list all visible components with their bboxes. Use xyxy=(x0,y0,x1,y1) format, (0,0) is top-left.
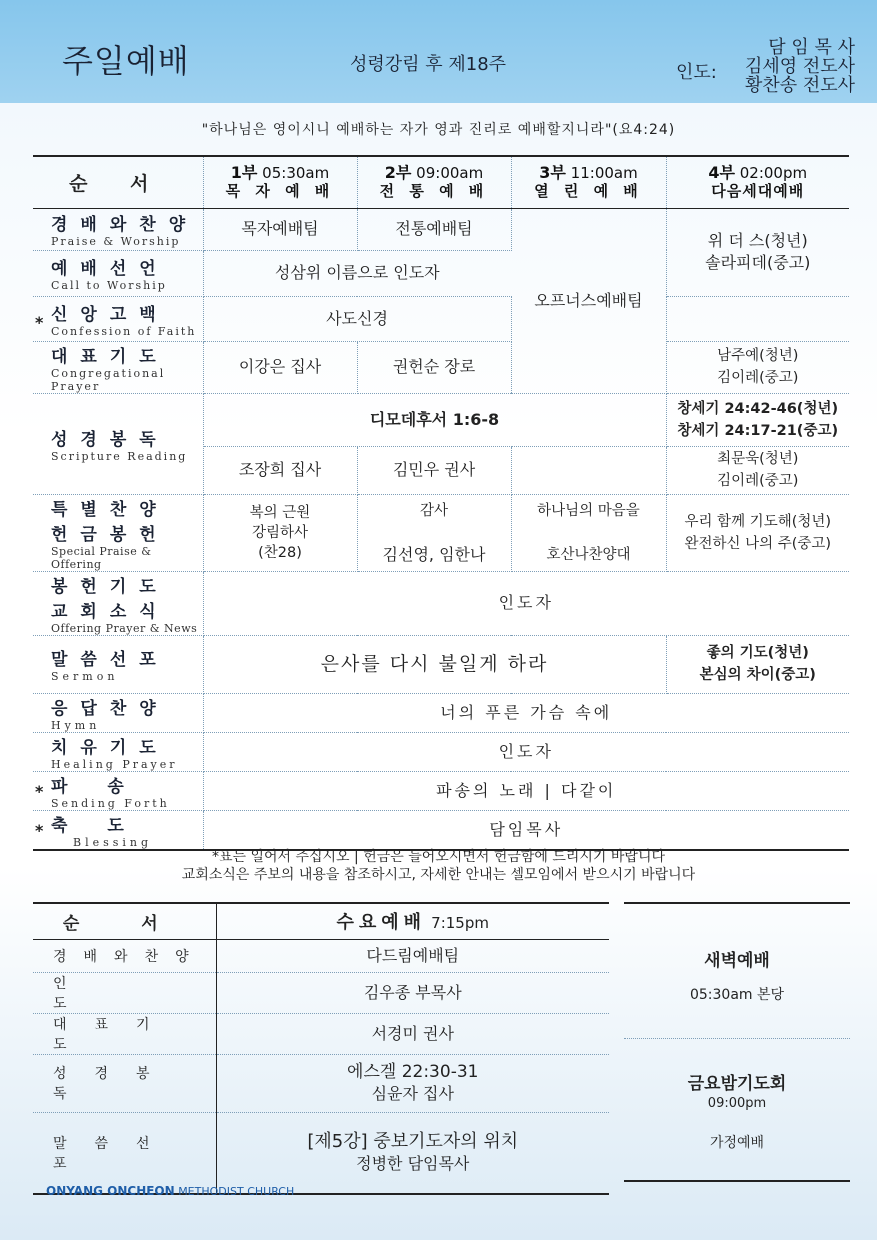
confession-s12: 사도신경 xyxy=(203,296,511,341)
dawn-service-title: 새벽예배 xyxy=(704,951,770,971)
table-row xyxy=(33,693,849,732)
special-s1: 복의 근원 강림하사 (찬28) xyxy=(203,494,357,571)
table-header-row xyxy=(33,903,609,939)
service3-header: 3부 11:00am 열 린 예 배 xyxy=(511,156,666,208)
table-row xyxy=(33,635,849,693)
wed-value: 다드림예배팀 xyxy=(216,939,609,972)
confession-s4 xyxy=(666,296,849,341)
notice-line: 교회소식은 주보의 내용을 참조하시고, 자세한 안내는 셀모임에서 받으시기 바랍니다 xyxy=(181,867,696,883)
wed-value: 김우종 부목사 xyxy=(216,972,609,1013)
healing-all: 인도자 xyxy=(203,732,849,771)
healing-label: 치유기도 Healing Prayer xyxy=(33,732,203,771)
special-label: 특별찬양 헌금봉헌 Special Praise & Offering xyxy=(33,494,203,571)
table-header-row xyxy=(33,156,849,208)
liturgical-week: 성령강림 후 제18주 xyxy=(350,54,507,75)
friday-prayer-place: 가정예배 xyxy=(709,1135,765,1151)
prayer-s4: 남주예(청년) 김이레(중고) xyxy=(666,341,849,393)
table-row xyxy=(33,571,849,635)
table-row xyxy=(33,1054,609,1112)
wed-value: 에스겔 22:30-31 심윤자 집사 xyxy=(216,1054,609,1112)
hymn-label: 응답찬양 Hymn xyxy=(33,693,203,732)
special-s2: 감사 김선영, 임한나 xyxy=(357,494,511,571)
friday-prayer-time: 09:00pm xyxy=(707,1096,767,1111)
prayer-s1: 이강은 집사 xyxy=(203,341,357,393)
sermon-label: 말씀선포 Sermon xyxy=(33,635,203,693)
side-divider xyxy=(624,1038,850,1039)
prayer-label: 대표기도 Congregational Prayer xyxy=(33,341,203,393)
service1-header: 1부 05:30am 목 자 예 배 xyxy=(203,156,357,208)
side-schedule xyxy=(624,902,850,1182)
service3-team: 오프너스예배팀 xyxy=(511,208,666,393)
order-header: 순 서 xyxy=(33,156,203,208)
dawn-service-info: 05:30am 본당 xyxy=(689,987,785,1003)
table-row xyxy=(33,810,849,850)
service2-header: 2부 09:00am 전 통 예 배 xyxy=(357,156,511,208)
blessing-label: * 축도 Blessing xyxy=(33,810,203,850)
leader-item: 담 임 목 사 xyxy=(768,37,855,58)
friday-prayer-title: 금요밤기도회 xyxy=(687,1074,787,1094)
table-row xyxy=(33,208,849,250)
leader-label: 인도: xyxy=(676,62,717,83)
call-label: 예배선언 Call to Worship xyxy=(33,250,203,296)
wed-label: 대표기도 xyxy=(33,1013,216,1054)
table-row xyxy=(33,1112,609,1194)
offering-prayer-label: 봉헌기도 교회소식 Offering Prayer & News xyxy=(33,571,203,635)
table-row xyxy=(33,1013,609,1054)
scripture-label: 성경봉독 Scripture Reading xyxy=(33,393,203,494)
table-row xyxy=(33,296,849,341)
offering-prayer-all: 인도자 xyxy=(203,571,849,635)
call-s12: 성삼위 이름으로 인도자 xyxy=(203,250,511,296)
leader-item: 황찬송 전도사 xyxy=(744,75,855,96)
wed-value: 서경미 권사 xyxy=(216,1013,609,1054)
scripture-s3 xyxy=(511,446,666,494)
table-row xyxy=(33,972,609,1013)
table-row xyxy=(33,393,849,446)
church-logo-text: ONYANG ONCHEON METHODIST CHURCH xyxy=(46,1184,295,1198)
scripture-s2: 김민우 권사 xyxy=(357,446,511,494)
sermon-s123: 은사를 다시 불일게 하라 xyxy=(203,635,666,693)
scripture-s1: 조장희 집사 xyxy=(203,446,357,494)
sunday-order-table xyxy=(33,155,849,851)
prayer-s2: 권헌순 장로 xyxy=(357,341,511,393)
table-row xyxy=(33,771,849,810)
table-row xyxy=(33,732,849,771)
page-title: 주일예배 xyxy=(62,42,190,80)
wed-label: 인도 xyxy=(33,972,216,1013)
wed-label: 성경봉독 xyxy=(33,1054,216,1112)
scripture-s4-text: 창세기 24:42-46(청년) 창세기 24:17-21(중고) xyxy=(666,393,849,446)
table-row xyxy=(33,494,849,571)
confession-label: * 신앙고백 Confession of Faith xyxy=(33,296,203,341)
hymn-all: 너의 푸른 가슴 속에 xyxy=(203,693,849,732)
wed-label: 말씀선포 xyxy=(33,1112,216,1194)
special-s3: 하나님의 마음을 호산나찬양대 xyxy=(511,494,666,571)
notice-line: *표는 일어서 주십시오 | 헌금은 들어오시면서 헌금함에 드리시기 바랍니다 xyxy=(211,849,666,865)
notice xyxy=(0,848,877,884)
leader-item: 김세영 전도사 xyxy=(744,56,855,77)
table-row xyxy=(33,939,609,972)
service4-praise-call: 위 더 스(청년) 솔라피데(중고) xyxy=(666,208,849,296)
sending-all: 파송의 노래 | 다같이 xyxy=(203,771,849,810)
blessing-all: 담임목사 xyxy=(489,819,564,839)
sending-label: * 파송 Sending Forth xyxy=(33,771,203,810)
table-row xyxy=(33,341,849,393)
wed-value: [제5강] 중보기도자의 위치 정병한 담임목사 xyxy=(307,1130,519,1173)
wed-title-header: 수요예배 7:15pm xyxy=(216,903,609,939)
service4-header: 4부 02:00pm 다음세대예배 xyxy=(666,156,849,208)
scripture-s123: 디모데후서 1:6-8 xyxy=(203,393,666,446)
scripture-verse: "하나님은 영이시니 예배하는 자가 영과 진리로 예배할지니라"(요4:24) xyxy=(201,122,676,138)
header-banner xyxy=(0,0,877,103)
scripture-s4-reader: 최문욱(청년) 김이레(중고) xyxy=(666,446,849,494)
sermon-s4: 좋의 기도(청년) 본심의 차이(중고) xyxy=(666,635,849,693)
praise-s2: 전통예배팀 xyxy=(357,208,511,250)
praise-label: 경배와찬양 Praise & Worship xyxy=(33,208,203,250)
wed-label: 경배와찬양 xyxy=(33,939,216,972)
special-s4: 우리 함께 기도해(청년) 완전하신 나의 주(중고) xyxy=(666,494,849,571)
leader-list xyxy=(737,38,855,95)
wed-order-header: 순 서 xyxy=(33,903,216,939)
praise-s1: 목자예배팀 xyxy=(203,208,357,250)
wednesday-table xyxy=(33,902,609,1195)
